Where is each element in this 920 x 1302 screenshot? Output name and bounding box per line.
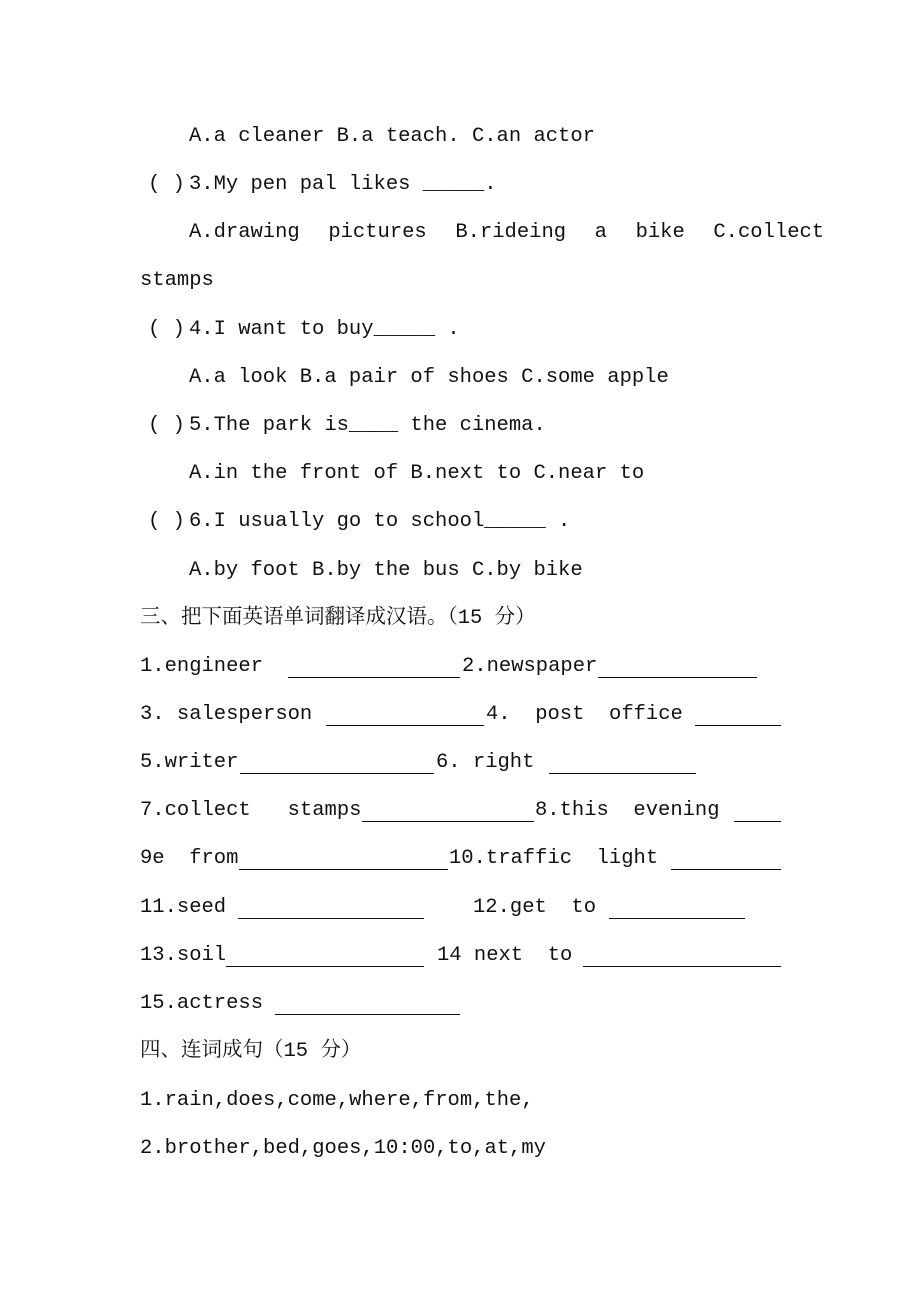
question-options: A.drawing pictures B.rideing a bike C.collect <box>189 221 825 244</box>
vocab-item: 2.newspaper <box>462 655 598 678</box>
vocab-item: 15.actress <box>140 992 264 1015</box>
vocab-item: 13.soil <box>140 944 227 967</box>
vocab-item: 5.writer <box>140 751 239 774</box>
vocab-item: 11.seed <box>140 896 227 919</box>
answer-blank[interactable] <box>240 773 434 774</box>
answer-blank[interactable] <box>288 677 460 678</box>
vocab-item: 7.collect stamps <box>140 799 362 822</box>
q2-options: A.a cleaner B.a teach. C.an actor <box>189 125 595 148</box>
question-options-wrap: stamps <box>140 269 214 292</box>
answer-blank[interactable] <box>362 821 534 822</box>
question-stem: 6.I usually go to school_____ . <box>189 510 571 533</box>
answer-blank[interactable] <box>326 725 484 726</box>
vocab-item: 6. right <box>436 751 535 774</box>
answer-blank[interactable] <box>609 918 745 919</box>
answer-blank[interactable] <box>275 1014 460 1015</box>
answer-blank[interactable] <box>695 725 781 726</box>
question-stem: 3.My pen pal likes _____. <box>189 173 497 196</box>
answer-blank[interactable] <box>226 966 424 967</box>
answer-paren[interactable]: ( ) <box>148 318 185 341</box>
answer-blank[interactable] <box>239 869 448 870</box>
question-options: A.a look B.a pair of shoes C.some apple <box>189 366 669 389</box>
sentence-item: 2.brother,bed,goes,10:00,to,at,my <box>140 1137 546 1160</box>
section-3-title: 三、把下面英语单词翻译成汉语。（15 分） <box>140 607 536 630</box>
answer-blank[interactable] <box>734 821 781 822</box>
vocab-item: 9e from <box>140 847 239 870</box>
vocab-item: 4. post office <box>486 703 683 726</box>
answer-blank[interactable] <box>549 773 696 774</box>
vocab-item: 14 next to <box>437 944 573 967</box>
answer-paren[interactable]: ( ) <box>148 414 185 437</box>
vocab-item: 8.this evening <box>535 799 720 822</box>
question-stem: 4.I want to buy_____ . <box>189 318 460 341</box>
section-4-title: 四、连词成句（15 分） <box>140 1040 362 1063</box>
sentence-item: 1.rain,does,come,where,from,the, <box>140 1089 534 1112</box>
vocab-item: 10.traffic light <box>449 847 659 870</box>
answer-blank[interactable] <box>598 677 757 678</box>
vocab-item: 12.get to <box>473 896 597 919</box>
answer-paren[interactable]: ( ) <box>148 510 185 533</box>
vocab-item: 1.engineer <box>140 655 264 678</box>
question-options: A.by foot B.by the bus C.by bike <box>189 559 583 582</box>
answer-paren[interactable]: ( ) <box>148 173 185 196</box>
answer-blank[interactable] <box>671 869 781 870</box>
answer-blank[interactable] <box>238 918 424 919</box>
question-stem: 5.The park is____ the cinema. <box>189 414 546 437</box>
question-options: A.in the front of B.next to C.near to <box>189 462 645 485</box>
vocab-item: 3. salesperson <box>140 703 313 726</box>
answer-blank[interactable] <box>583 966 781 967</box>
